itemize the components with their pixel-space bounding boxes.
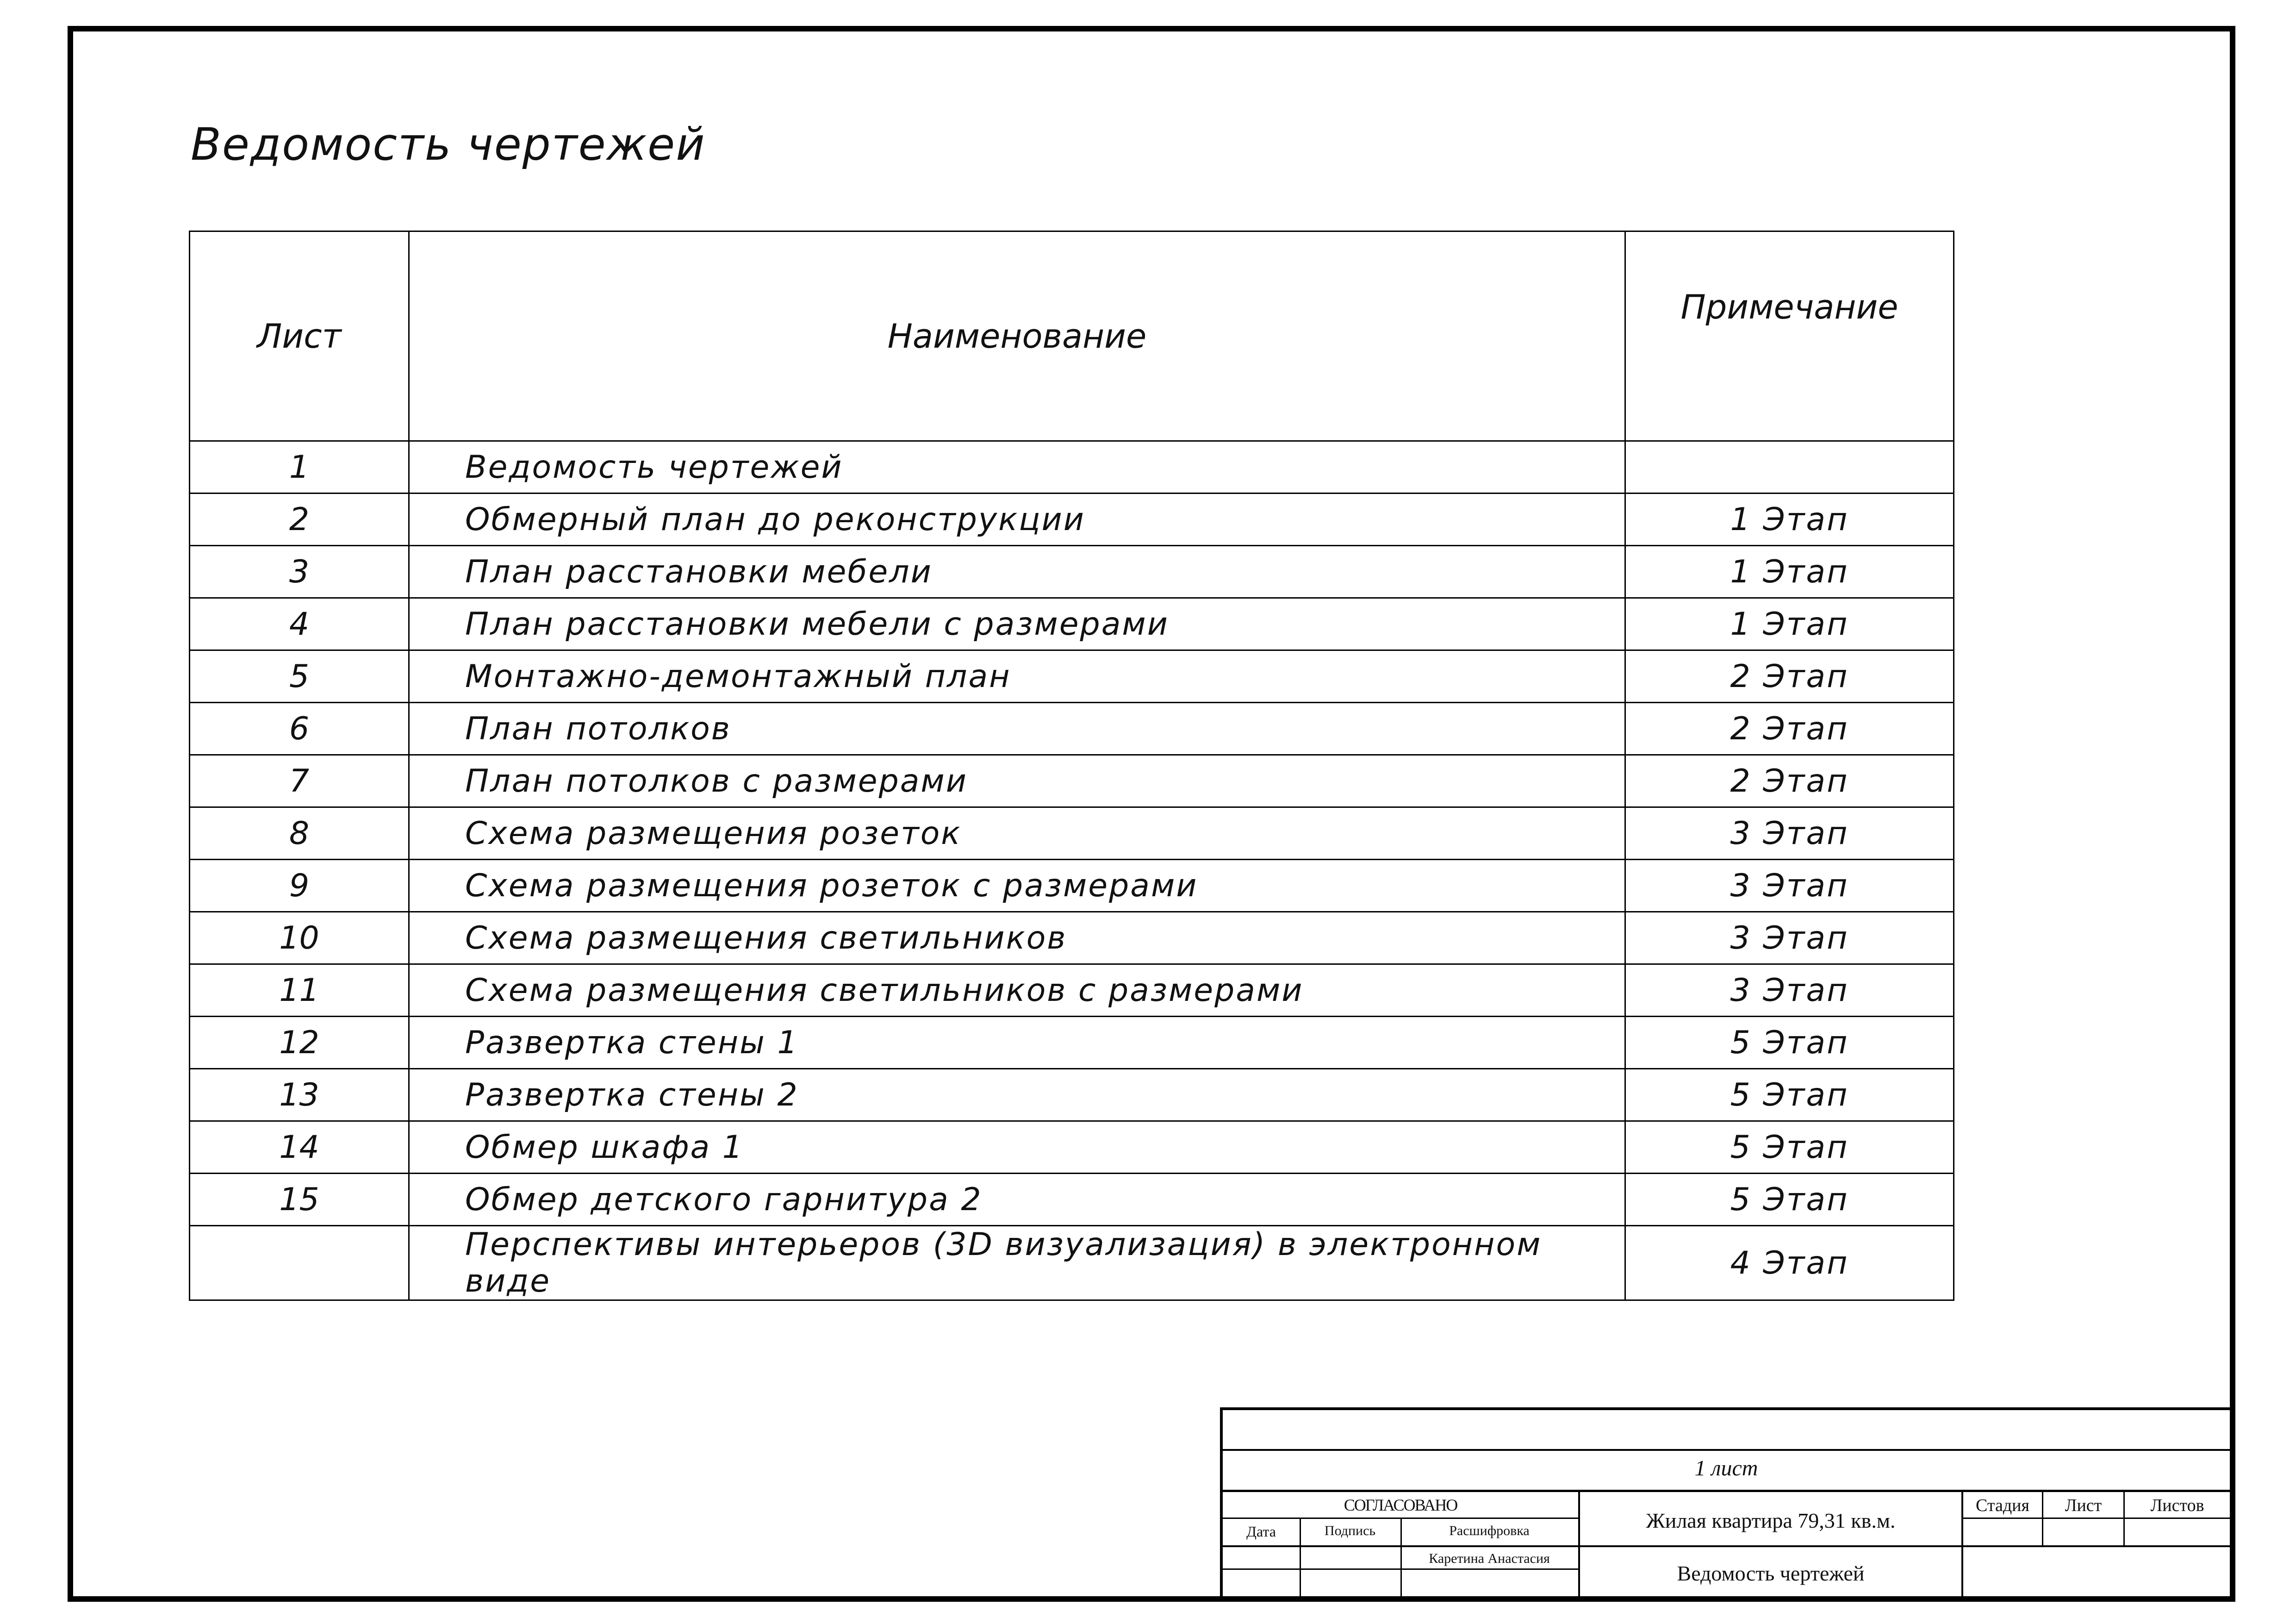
table-row xyxy=(190,1226,1954,1300)
row-drawing-name: Обмер шкафа 1 xyxy=(409,1121,1625,1174)
drawing-name: Ведомость чертежей xyxy=(1677,1562,1865,1585)
row-drawing-name: Ведомость чертежей xyxy=(409,441,1625,493)
table-row xyxy=(190,598,1954,650)
table-row xyxy=(190,1174,1954,1226)
row-sheet-number: 7 xyxy=(190,755,409,807)
row-note: 1 Этап xyxy=(1625,546,1954,598)
title-block xyxy=(1220,1407,2230,1596)
row-drawing-name: План потолков xyxy=(409,703,1625,755)
project-name: Жилая квартира 79,31 кв.м. xyxy=(1646,1509,1896,1532)
table-row xyxy=(190,1069,1954,1121)
table-row xyxy=(190,807,1954,860)
signature-label: Подпись xyxy=(1324,1523,1376,1538)
table-row xyxy=(190,1121,1954,1174)
row-note: 1 Этап xyxy=(1625,598,1954,650)
row-note: 5 Этап xyxy=(1625,1017,1954,1069)
decoding-label: Расшифровка xyxy=(1449,1523,1530,1538)
sheets-label: Листов xyxy=(2150,1496,2204,1515)
row-drawing-name: Развертка стены 2 xyxy=(409,1069,1625,1121)
row-note: 5 Этап xyxy=(1625,1121,1954,1174)
row-note: 4 Этап xyxy=(1625,1226,1954,1300)
table-row xyxy=(190,1017,1954,1069)
table-row xyxy=(190,755,1954,807)
header-name: Наименование xyxy=(409,231,1625,441)
header-note: Примечание xyxy=(1625,231,1954,441)
table-row xyxy=(190,860,1954,912)
table-row xyxy=(190,703,1954,755)
stage-label: Стадия xyxy=(1976,1496,2029,1515)
row-sheet-number: 10 xyxy=(190,912,409,964)
page-title: Ведомость чертежей xyxy=(191,119,706,170)
agreed-label: СОГЛАСОВАНО xyxy=(1344,1496,1457,1514)
row-sheet-number: 14 xyxy=(190,1121,409,1174)
row-sheet-number: 15 xyxy=(190,1174,409,1226)
table-header-row xyxy=(190,231,1954,441)
row-drawing-name: Схема размещения светильников xyxy=(409,912,1625,964)
row-sheet-number: 4 xyxy=(190,598,409,650)
row-drawing-name: План расстановки мебели с размерами xyxy=(409,598,1625,650)
row-drawing-name: Схема размещения розеток xyxy=(409,807,1625,860)
row-note: 3 Этап xyxy=(1625,860,1954,912)
row-note: 2 Этап xyxy=(1625,755,1954,807)
table-row xyxy=(190,493,1954,546)
table-row xyxy=(190,546,1954,598)
row-note xyxy=(1625,441,1954,493)
date-label: Дата xyxy=(1246,1523,1276,1540)
table-row xyxy=(190,912,1954,964)
row-sheet-number: 2 xyxy=(190,493,409,546)
drawings-register-table xyxy=(189,231,1954,1301)
row-drawing-name: План расстановки мебели xyxy=(409,546,1625,598)
row-sheet-number: 12 xyxy=(190,1017,409,1069)
row-note: 2 Этап xyxy=(1625,703,1954,755)
row-sheet-number: 5 xyxy=(190,650,409,703)
header-sheet: Лист xyxy=(190,231,409,441)
row-sheet-number: 9 xyxy=(190,860,409,912)
row-drawing-name: Перспективы интерьеров (3D визуализация) в электронном виде xyxy=(409,1226,1625,1300)
row-sheet-number: 6 xyxy=(190,703,409,755)
person-name: Каретина Анастасия xyxy=(1429,1551,1550,1566)
table-row xyxy=(190,650,1954,703)
row-sheet-number xyxy=(190,1226,409,1300)
row-drawing-name: Схема размещения розеток с размерами xyxy=(409,860,1625,912)
sheet-count: 1 лист xyxy=(1694,1456,1758,1480)
row-sheet-number: 13 xyxy=(190,1069,409,1121)
row-note: 3 Этап xyxy=(1625,912,1954,964)
row-drawing-name: Развертка стены 1 xyxy=(409,1017,1625,1069)
row-note: 5 Этап xyxy=(1625,1174,1954,1226)
row-sheet-number: 11 xyxy=(190,964,409,1017)
row-sheet-number: 1 xyxy=(190,441,409,493)
row-note: 2 Этап xyxy=(1625,650,1954,703)
sheet-label: Лист xyxy=(2065,1496,2102,1515)
row-drawing-name: Обмер детского гарнитура 2 xyxy=(409,1174,1625,1226)
table-row xyxy=(190,441,1954,493)
table-row xyxy=(190,964,1954,1017)
row-sheet-number: 3 xyxy=(190,546,409,598)
row-drawing-name: План потолков с размерами xyxy=(409,755,1625,807)
row-drawing-name: Схема размещения светильников с размерами xyxy=(409,964,1625,1017)
row-note: 3 Этап xyxy=(1625,964,1954,1017)
row-note: 5 Этап xyxy=(1625,1069,1954,1121)
row-note: 3 Этап xyxy=(1625,807,1954,860)
row-drawing-name: Монтажно-демонтажный план xyxy=(409,650,1625,703)
row-sheet-number: 8 xyxy=(190,807,409,860)
row-drawing-name: Обмерный план до реконструкции xyxy=(409,493,1625,546)
row-note: 1 Этап xyxy=(1625,493,1954,546)
